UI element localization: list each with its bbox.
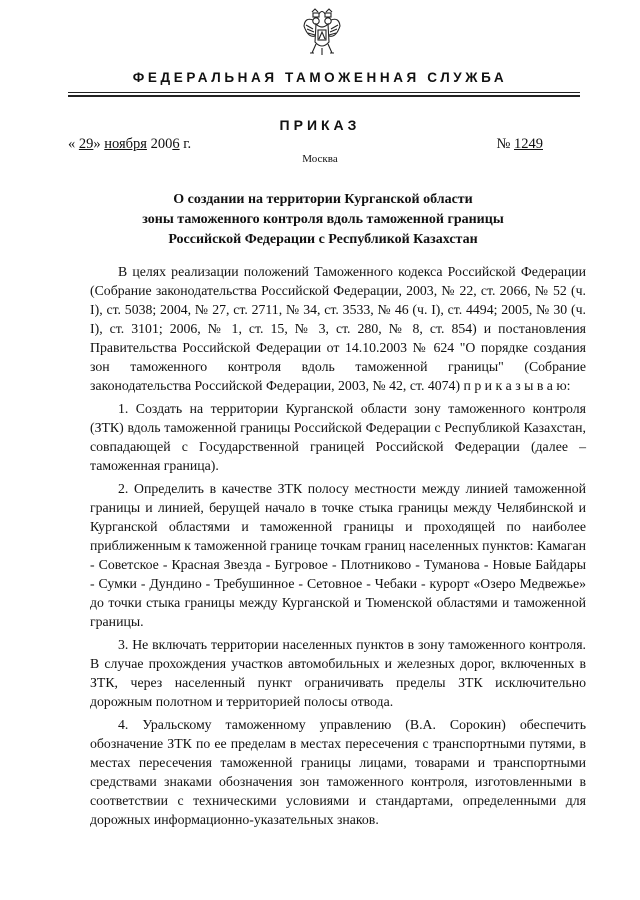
date-open-quote: «: [68, 136, 79, 152]
document-type: ПРИКАЗ: [279, 117, 361, 133]
date-year-suffix: г.: [179, 136, 192, 152]
header-rule-thick: [68, 95, 580, 97]
title-line: Российской Федерации с Республикой Казахстан: [168, 232, 478, 247]
order-date: [68, 136, 191, 153]
date-year-prefix: 200: [146, 136, 173, 152]
date-day: 29: [78, 136, 94, 152]
date-month: ноября: [104, 136, 147, 152]
date-year-digit: 6: [172, 136, 180, 152]
date-close-quote: »: [93, 136, 105, 152]
document-body: [90, 262, 586, 829]
title-line: О создании на территории Курганской области: [173, 192, 473, 207]
city: Москва: [302, 153, 338, 165]
title-line: зоны таможенного контроля вдоль таможенной границы: [142, 212, 504, 227]
coat-of-arms-emblem: [302, 8, 342, 58]
preamble-paragraph: В целях реализации положений Таможенного кодекса Российской Федерации (Собрание законодательства Российской Федерации, 2003, № 22, ст. 2066, № 52 (ч. I), ст. 5038; 2004, № 27, ст. 2711, № 34, ст. 3533, № 46 (ч. I), ст. 4494; 2005, № 30 (ч. I), ст. 3101; 2006, № 1, ст. 15, № 3, ст. 280, № 8, ст. 854) и постановления Правительства Российской Федерации от 14.10.2003 № 624 "О порядке создания зон таможенного контроля вдоль таможенной границы" (Собрание законодательства Российской Федерации, 2003, № 42, ст. 4074) п р и к а з ы в а ю:: [90, 264, 586, 393]
clause-4: 4. Уральскому таможенному управлению (В.А. Сорокин) обеспечить обозначение ЗТК по ее пределам в местах пересечения с транспортными путями, в местах пересечения таможенной границы лицами, товарами и транспортными средствами знаками обозначения зон таможенного контроля, изготовленными в соответствии с техническими условиями и стандартами, определенными для дорожных информационно-указательных знаков.: [90, 717, 586, 827]
clause-2: 2. Определить в качестве ЗТК полосу местности между линией таможенной границы и линией, берущей начало в точке стыка границы между Челябинской и Курганской областями и таможенной границы и проходящей по наиболее приближенным к таможенной границе точкам границ населенных пунктов: Камаган - Советское - Красная Звезда - Бугровое - Плотниково - Туманова - Новые Байдары - Сумки - Дундино - Требушинное - Сетовное - Чебаки - курорт «Озеро Медвежье» до точки стыка границы между Курганской и Тюменской областями и таможенной границы.: [90, 481, 586, 629]
header-rule-thin: [68, 92, 580, 93]
order-number-value: 1249: [514, 136, 543, 152]
document-title: [100, 190, 546, 250]
order-number: [497, 136, 582, 153]
clause-3: 3. Не включать территории населенных пунктов в зону таможенного контроля. В случае прохождения участков автомобильных и железных дорог, включенных в ЗТК, через населенный пункт ограничивать пределы ЗТК исключительно дорожным полотном и территорией полосы отвода.: [90, 637, 586, 709]
order-number-prefix: №: [496, 136, 514, 152]
agency-name: ФЕДЕРАЛЬНАЯ ТАМОЖЕННАЯ СЛУЖБА: [132, 70, 508, 85]
clause-1: 1. Создать на территории Курганской области зону таможенного контроля (ЗТК) вдоль таможенной границы Российской Федерации с Республикой Казахстан, совпадающей с Государственной границей Российской Федерации (далее – таможенная граница).: [90, 401, 586, 473]
